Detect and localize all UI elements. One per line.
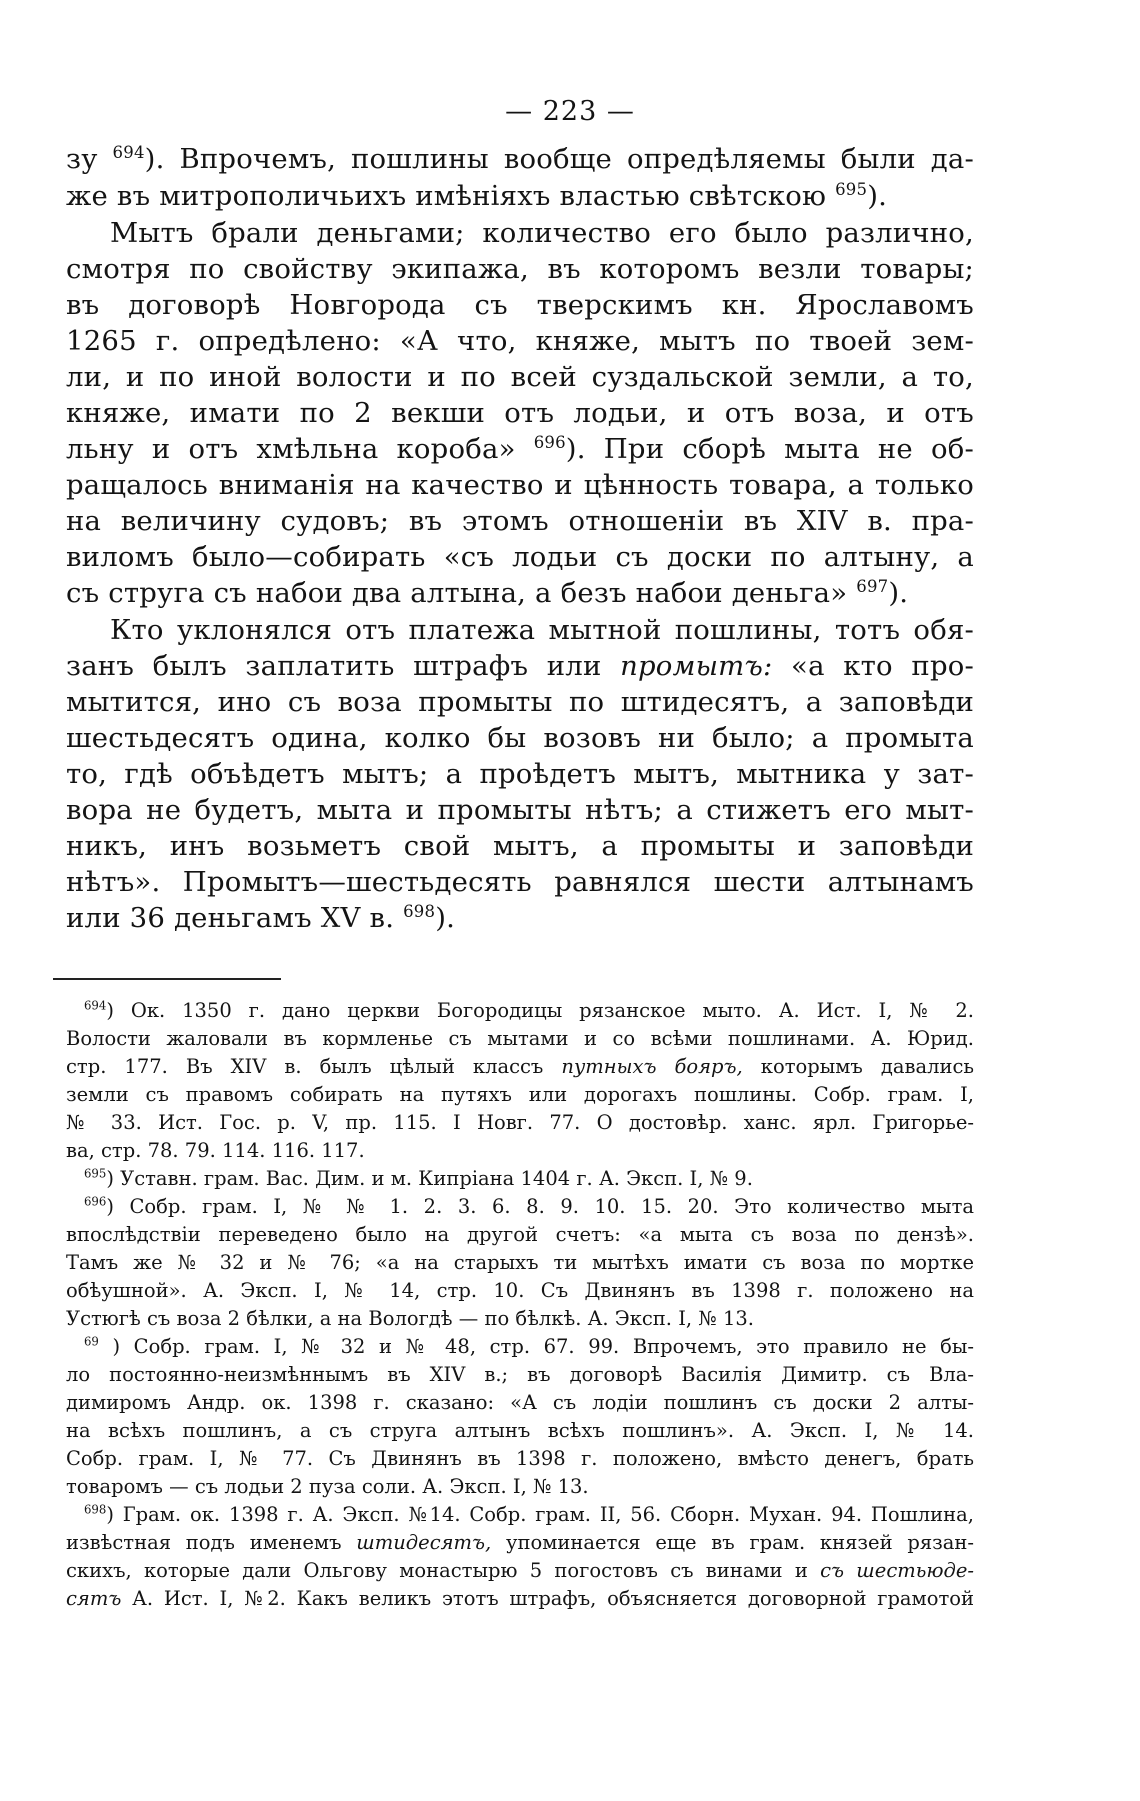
text-run: Мытъ брали деньгами; количество его было различно, [110,217,974,249]
text-line [66,322,974,360]
text-run: ) Грам. ок. 1398 г. А. Эксп. №14. Собр. грам. II, 56. Сборн. Мухан. 94. Пошлина, [106,1503,974,1526]
text-run: или 36 деньгамъ XV в. [66,902,404,934]
text-run: на величину судовъ; въ этомъ отношеніи въ XIV в. пра- [66,505,974,537]
text-run: шестьдесятъ одина, колко бы возовъ ни было; а промыта [66,722,974,754]
footnote-line [84,1193,974,1221]
text-run: ). Впрочемъ, пошлины вообще опредѣляемы были да- [144,143,974,175]
text-run: «а кто про- [772,650,975,682]
text-line [66,502,974,540]
text-run: ). [867,180,888,212]
footnote-line [66,1081,974,1109]
text-run: то, гдѣ объѣдетъ мытъ; а проѣдетъ мытъ, мытника у зат- [66,758,974,790]
italic-term: промытъ: [620,650,773,682]
footnote-line [84,1165,974,1193]
footnote-line [66,1585,974,1613]
text-run: Собр. грам. I, № 77. Съ Двинянъ въ 1398 г. положено, вмѣсто денегъ, брать [66,1447,974,1470]
note-ref: 698 [84,1502,107,1517]
text-line [66,538,974,576]
text-line [66,286,974,324]
text-run: впослѣдствіи переведено было на другой счетъ: «а мыта съ воза по дензѣ». [66,1223,974,1246]
text-line [66,430,974,468]
footnote-line [66,1277,974,1305]
footnote-line [66,1417,974,1445]
text-run: скихъ, которые дали Ольгову монастырю 5 погостовъ съ винами и [66,1559,821,1582]
text-run: товаромъ — съ лодьи 2 пуза соли. А. Эксп. I, № 13. [66,1475,589,1498]
italic-term: путныхъ бояръ, [561,1055,743,1078]
text-run: льну и отъ хмѣльна короба» [66,433,534,465]
footnote-line [66,1109,974,1137]
text-line [110,611,974,649]
text-line [66,755,974,793]
text-run: ращалось вниманія на качество и цѣнность товара, а только [66,469,974,501]
text-line [66,791,974,829]
text-line [66,177,974,215]
note-ref: 698 [403,901,436,921]
note-ref: 696 [84,1194,107,1209]
text-run: ) Собр. грам. I, № № 1. 2. 3. 6. 8. 9. 10. 15. 20. Это количество мыта [106,1195,974,1218]
footnote-line [66,1389,974,1417]
text-run: вора не будетъ, мыта и промыты нѣтъ; а стижетъ его мыт- [66,794,974,826]
text-run: упоминается еще въ грам. князей рязан- [491,1531,974,1554]
text-run: земли съ правомъ собирать на путяхъ или дорогахъ пошлины. Собр. грам. I, [66,1083,974,1106]
text-run: Устюгѣ съ воза 2 бѣлки, а на Вологдѣ — по бѣлкѣ. А. Эксп. I, № 13. [66,1307,754,1330]
text-line [66,358,974,396]
footnote-line [66,1473,974,1501]
footnote-line [66,1053,974,1081]
text-run: въ договорѣ Новгорода съ тверскимъ кн. Ярославомъ [66,289,974,321]
text-line [66,863,974,901]
footnote-line [66,1025,974,1053]
footnote-line [84,1333,974,1361]
text-run: ло постоянно-неизмѣннымъ въ XIV в.; въ договорѣ Василія Димитр. съ Вла- [66,1363,974,1386]
text-run: виломъ было—собирать «съ лодьи съ доски по алтыну, а [66,541,974,573]
italic-term: съ шестьюде- [820,1559,974,1582]
text-line [66,466,974,504]
text-line [66,394,974,432]
footnote-line [66,1249,974,1277]
text-run: съ струга съ набои два алтына, а безъ набои деньга» [66,577,857,609]
text-run: 1265 г. опредѣлено: «А что, княже, мытъ по твоей зем- [66,325,974,357]
footnote-line [66,1137,974,1165]
text-run: смотря по свойству экипажа, въ которомъ везли товары; [66,253,974,285]
text-run: извѣстная подъ именемъ [66,1531,357,1554]
text-run: Волости жаловали въ кормленье съ мытами и со всѣми пошлинами. А. Юрид. [66,1027,974,1050]
text-run: нѣтъ». Промытъ—шестьдесять равнялся шести алтынамъ [66,866,974,898]
footnote-rule [53,978,281,980]
footnote-line [66,1529,974,1557]
page-number: — 223 — [505,96,635,127]
text-run: стр. 177. Въ XIV в. былъ цѣлый классъ [66,1055,562,1078]
italic-term: сятъ [66,1587,122,1610]
text-line [110,214,974,252]
italic-term: штидесятъ, [356,1531,492,1554]
text-line [66,827,974,865]
note-ref: 695 [835,179,868,199]
text-line [66,899,974,937]
note-ref: 69 [84,1334,99,1349]
footnote-line [66,1445,974,1473]
text-line [66,250,974,288]
text-run: которымъ давались [742,1055,975,1078]
text-line [66,719,974,757]
text-run: зу [66,143,113,175]
note-ref: 694 [84,998,107,1013]
text-run: занъ былъ заплатить штрафъ или [66,650,621,682]
text-run: ) Уставн. грам. Вас. Дим. и м. Кипріана 1404 г. А. Эксп. I, № 9. [106,1167,753,1190]
text-run: на всѣхъ пошлинъ, а съ струга алтынъ всѣхъ пошлинъ». А. Эксп. I, № 14. [66,1419,974,1442]
footnote-line [66,1361,974,1389]
note-ref: 695 [84,1166,107,1181]
text-run: мытится, ино съ воза промыты по штидесятъ, а заповѣди [66,686,974,718]
text-run: ли, и по иной волости и по всей суздальской земли, а то, [66,361,974,393]
text-line [66,574,974,612]
text-run: обѣушной». А. Эксп. I, № 14, стр. 10. Съ Двинянъ въ 1398 г. положено на [66,1279,974,1302]
text-run: ). [888,577,909,609]
text-line [66,140,974,178]
text-run: димиромъ Андр. ок. 1398 г. сказано: «А съ лодіи пошлинъ съ доски 2 алты- [66,1391,974,1414]
text-run: же въ митрополичьихъ имѣніяхъ властью свѣтскою [66,180,836,212]
text-run: ва, стр. 78. 79. 114. 116. 117. [66,1139,365,1162]
text-run: Кто уклонялся отъ платежа мытной пошлины, тотъ обя- [110,614,974,646]
footnote-line [66,1557,974,1585]
text-run: никъ, инъ возьметъ свой мытъ, а промыты и заповѣди [66,830,974,862]
text-run: ) Собр. грам. I, № 32 и № 48, стр. 67. 99. Впрочемъ, это правило не бы- [98,1335,974,1358]
footnote-line [84,1501,974,1529]
note-ref: 696 [533,432,566,452]
text-run: ). [435,902,456,934]
footnote-line [66,1305,974,1333]
text-run: № 33. Ист. Гос. р. V, пр. 115. I Новг. 77. О достовѣр. ханс. ярл. Григорье- [66,1111,974,1134]
text-run: ). При сборѣ мыта не об- [565,433,974,465]
text-run: ) Ок. 1350 г. дано церкви Богородицы рязанское мыто. А. Ист. I, № 2. [106,999,974,1022]
note-ref: 694 [112,142,145,162]
footnote-line [66,1221,974,1249]
text-run: княже, имати по 2 векши отъ лодьи, и отъ воза, и отъ [66,397,974,429]
note-ref: 697 [856,576,889,596]
text-run: А. Ист. I, №2. Какъ великъ этотъ штрафъ, объясняется договорной грамотой [121,1587,974,1610]
text-run: Тамъ же № 32 и № 76; «а на старыхъ ти мытѣхъ имати съ воза по мортке [66,1251,974,1274]
text-line [66,683,974,721]
footnote-line [84,997,974,1025]
text-line [66,647,974,685]
